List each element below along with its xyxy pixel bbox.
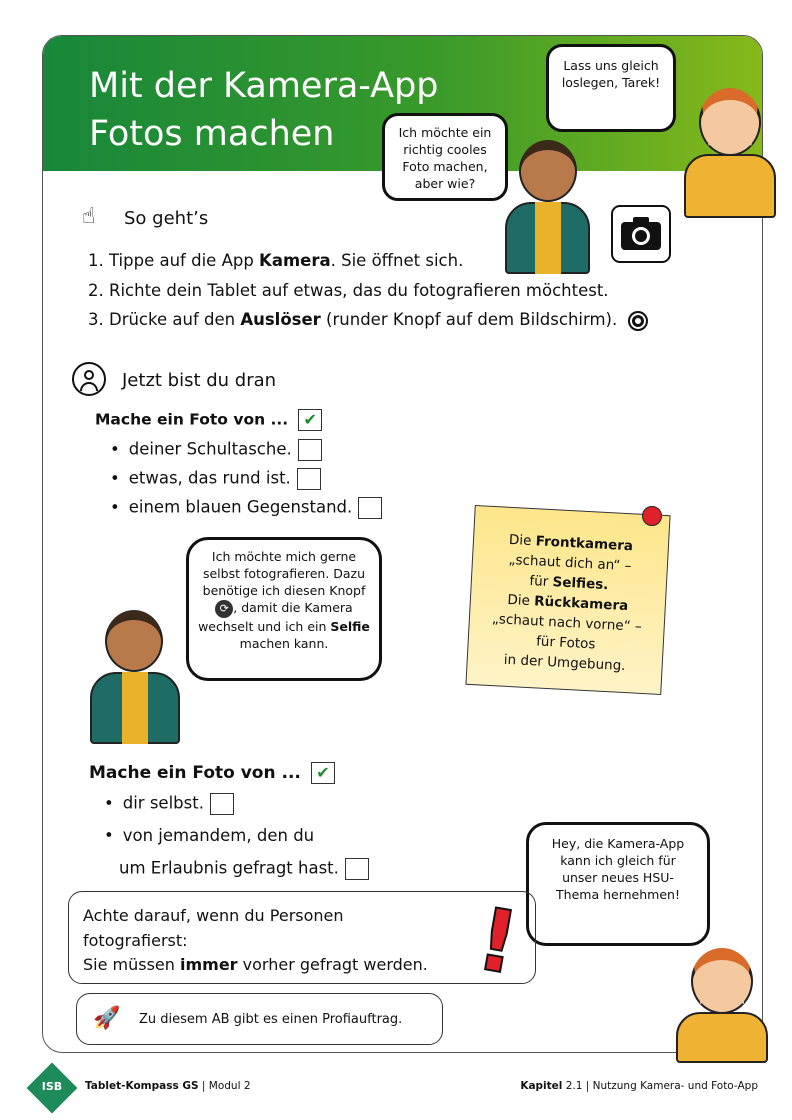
- speech-bubble-girl-bottom: Hey, die Kamera-App kann ich gleich für unser neues HSU-Thema hernehmen!: [526, 822, 710, 946]
- task2-item: • dir selbst.: [104, 793, 234, 815]
- speech-bubble-boy-top: Ich möchte ein richtig cooles Foto machen, aber wie?: [382, 113, 508, 201]
- profi-task-text: Zu diesem AB gibt es einen Profiauftrag.: [139, 1012, 403, 1027]
- girl-character: [676, 948, 768, 1063]
- speech-bubble-girl-top: Lass uns gleich loslegen, Tarek!: [546, 44, 676, 132]
- girl-character: [684, 88, 776, 218]
- task1-item: • deiner Schultasche.: [110, 439, 322, 461]
- checkbox[interactable]: [358, 497, 382, 519]
- pushpin-icon: [642, 506, 662, 526]
- footer-left: Tablet-Kompass GS | Modul 2: [85, 1080, 251, 1092]
- task1-title: Mache ein Foto von ... ✔: [95, 409, 322, 431]
- step-3: 3. Drücke auf den Auslöser (runder Knopf auf dem Bildschirm).: [88, 310, 648, 331]
- task1-item: • etwas, das rund ist.: [110, 468, 321, 490]
- camera-app-icon: [611, 205, 671, 263]
- task2-item-cont: um Erlaubnis gefragt hast.: [119, 858, 369, 880]
- step-2: 2. Richte dein Tablet auf etwas, das du fotografieren möchtest.: [88, 281, 609, 300]
- checkbox[interactable]: [297, 468, 321, 490]
- boy-character: [505, 140, 590, 275]
- task2-item: • von jemandem, den du: [104, 826, 314, 846]
- isb-logo-text: ISB: [41, 1080, 63, 1093]
- checkbox[interactable]: [345, 858, 369, 880]
- speech-bubble-boy-mid: Ich möchte mich gerne selbst fotografieren. Dazu benötige ich diesen Knopf ⟳ , damit die Kamera wechselt und ich ein Selfie machen kann.: [186, 537, 382, 681]
- shutter-icon: [628, 311, 648, 331]
- step-1: 1. Tippe auf die App Kamera. Sie öffnet sich.: [88, 251, 464, 270]
- section-heading-your-turn: Jetzt bist du dran: [122, 370, 277, 391]
- boy-character: [90, 610, 180, 745]
- title-line-1: Mit der Kamera-App: [89, 66, 439, 106]
- sticky-note: Die Frontkamera „schaut dich an“ – für Selfies. Die Rückkamera „schaut nach vorne“ – für Fotos in der Umgebung.: [465, 505, 670, 695]
- task2-title: Mache ein Foto von ... ✔: [89, 762, 335, 784]
- rocket-icon: 🚀: [93, 1006, 121, 1031]
- section-heading-how: So geht’s: [124, 208, 209, 229]
- exclamation-icon: !: [469, 889, 526, 995]
- switch-camera-icon: ⟳: [215, 600, 233, 618]
- example-checked-box: ✔: [311, 762, 335, 784]
- task1-item: • einem blauen Gegenstand.: [110, 497, 382, 519]
- profi-task-box[interactable]: [76, 993, 443, 1045]
- warning-box: Achte darauf, wenn du Personen fotografierst: Sie müssen immer vorher gefragt werden.: [68, 891, 536, 984]
- checkbox[interactable]: [298, 439, 322, 461]
- person-icon: [72, 362, 106, 396]
- pointing-hand-icon: ☝: [82, 204, 96, 229]
- example-checked-box: ✔: [298, 409, 322, 431]
- title-line-2: Fotos machen: [89, 114, 335, 154]
- footer-right: Kapitel 2.1 | Nutzung Kamera- und Foto-App: [520, 1080, 758, 1092]
- checkbox[interactable]: [210, 793, 234, 815]
